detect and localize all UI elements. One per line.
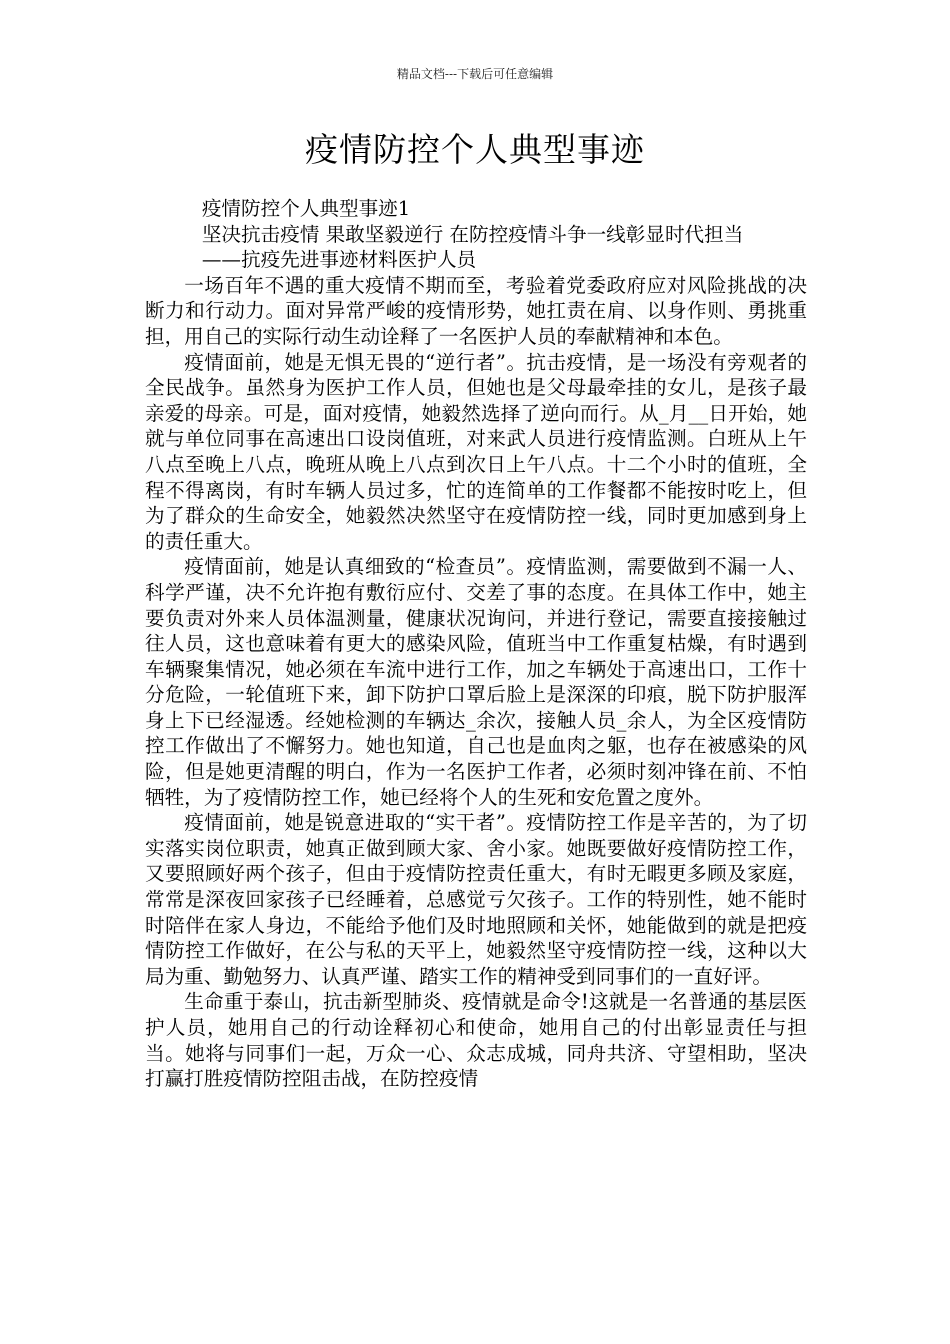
document-body — [145, 196, 807, 1092]
paragraph: 疫情面前，她是认真细致的“检查员”。疫情监测，需要做到不漏一人、科学严谨，决不允许抱有敷衍应付、交差了事的态度。在具体工作中，她主要负责对外来人员体温测量，健康状况询问，并进行登记，需要直接接触过往人员，这也意味着有更大的感染风险，值班当中工作重复枯燥，有时遇到车辆聚集情况，她必须在车流中进行工作，加之车辆处于高速出口，工作十分危险，一轮值班下来，卸下防护口罩后脸上是深深的印痕，脱下防护服浑身上下已经湿透。经她检测的车辆达_余次，接触人员_余人，为全区疫情防控工作做出了不懈努力。她也知道，自己也是血肉之躯，也存在被感染的风险，但是她更清醒的明白，作为一名医护工作者，必须时刻冲锋在前、不怕牺牲，为了疫情防控工作，她已经将个人的生死和安危置之度外。 — [145, 555, 807, 809]
paragraph: 一场百年不遇的重大疫情不期而至，考验着党委政府应对风险挑战的决断力和行动力。面对异常严峻的疫情形势，她扛责在肩、以身作则、勇挑重担，用自己的实际行动生动诠释了一名医护人员的奉献精神和本色。 — [145, 273, 807, 348]
document-title: 疫情防控个人典型事迹 — [305, 130, 645, 169]
paragraph: 疫情面前，她是无惧无畏的“逆行者”。抗击疫情，是一场没有旁观者的全民战争。虽然身为医护工作人员，但她也是父母最牵挂的女儿，是孩子最亲爱的母亲。可是，面对疫情，她毅然选择了逆向而行。从_月__日开始，她就与单位同事在高速出口设岗值班，对来武人员进行疫情监测。白班从上午八点至晚上八点，晚班从晚上八点到次日上午八点。十二个小时的值班，全程不得离岗，有时车辆人员过多，忙的连简单的工作餐都不能按时吃上，但为了群众的生命安全，她毅然决然坚守在疫情防控一线，同时更加感到身上的责任重大。 — [145, 350, 807, 553]
page-header: 精品文档---下载后可任意编辑 — [396, 67, 554, 81]
document-headline: 坚决抗击疫情 果敢坚毅逆行 在防控疫情斗争一线彰显时代担当 — [201, 222, 744, 246]
paragraph: 疫情面前，她是锐意进取的“实干者”。疫情防控工作是辛苦的，为了切实落实岗位职责，她真正做到顾大家、舍小家。她既要做好疫情防控工作，又要照顾好两个孩子，但由于疫情防控责任重大，有时无暇更多顾及家庭，常常是深夜回家孩子已经睡着，总感觉亏欠孩子。工作的特别性，她不能时时陪伴在家人身边，不能给予他们及时地照顾和关怀，她能做到的就是把疫情防控工作做好，在公与私的天平上，她毅然坚守疫情防控一线，这种以大局为重、勤勉努力、认真严谨、踏实工作的精神受到同事们的一直好评。 — [145, 811, 807, 988]
document-byline: ——抗疫先进事迹材料医护人员 — [201, 248, 477, 272]
paragraph: 生命重于泰山，抗击新型肺炎、疫情就是命令!这就是一名普通的基层医护人员，她用自己的行动诠释初心和使命，她用自己的付出彰显责任与担当。她将与同事们一起，万众一心、众志成城，同舟共济、守望相助，坚决打赢打胜疫情防控阻击战，在防控疫情 — [145, 990, 807, 1091]
document-subtitle: 疫情防控个人典型事迹1 — [201, 197, 411, 220]
